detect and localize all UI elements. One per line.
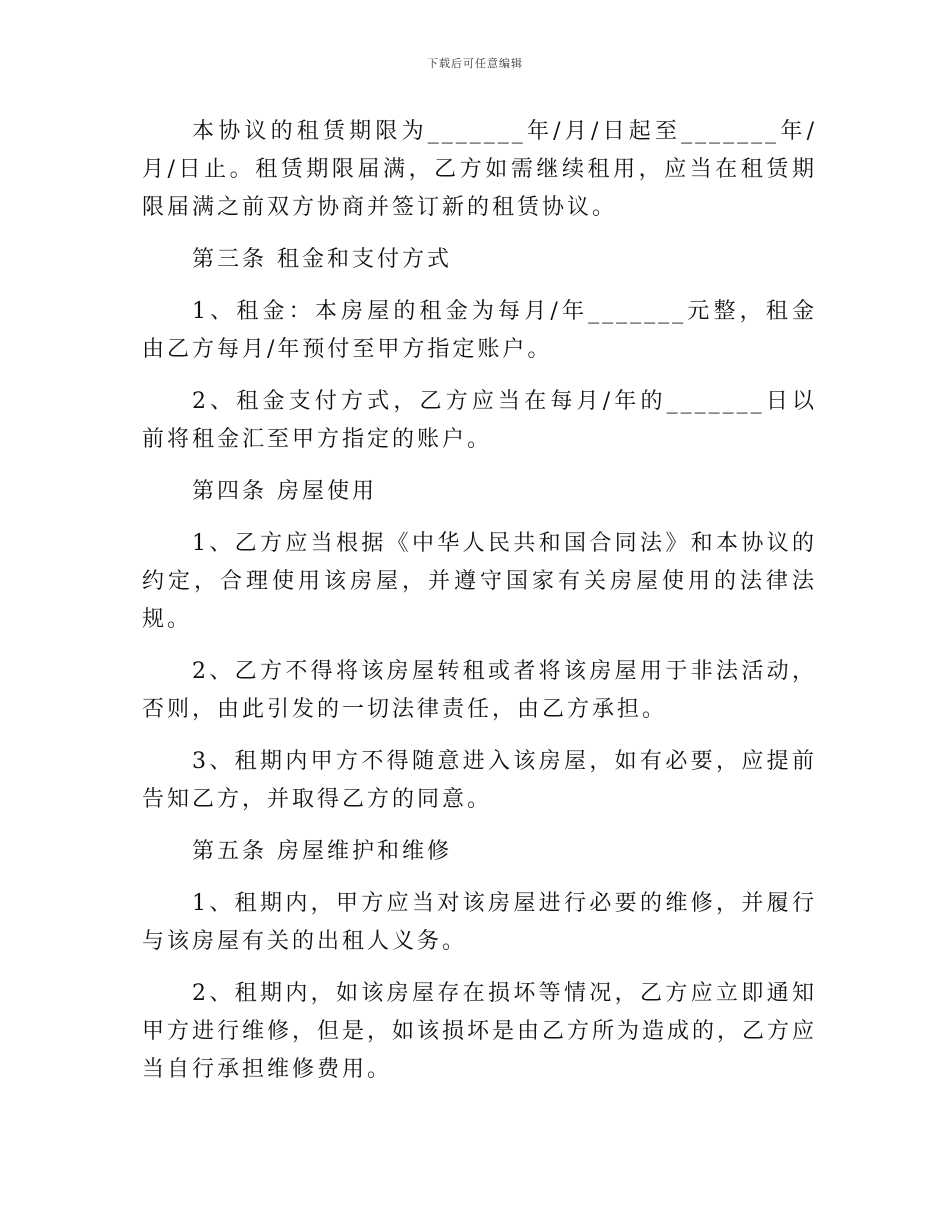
article-heading-3 — [142, 241, 817, 279]
paragraph-rent-payment: 2、租金支付方式，乙方应当在每月/年的_______日以前将租金汇至甲方指定的账户。 — [142, 389, 817, 452]
paragraph-rent-amount: 1、租金：本房屋的租金为每月/年_______元整，租金由乙方每月/年预付至甲方指定账户。 — [142, 299, 817, 362]
document-body — [142, 113, 817, 1103]
paragraph-use-3: 3、租期内甲方不得随意进入该房屋，如有必要，应提前告知乙方，并取得乙方的同意。 — [142, 749, 817, 812]
paragraph-use-1: 1、乙方应当根据《中华人民共和国合同法》和本协议的约定，合理使用该房屋，并遵守国家有关房屋使用的法律法规。 — [142, 531, 817, 632]
page-header: 下载后可任意编辑 — [427, 57, 523, 70]
paragraph-maintenance-1: 1、租期内，甲方应当对该房屋进行必要的维修，并履行与该房屋有关的出租人义务。 — [142, 891, 817, 954]
paragraph-maintenance-2: 2、租期内，如该房屋存在损坏等情况，乙方应立即通知甲方进行维修，但是，如该损坏是由乙方所为造成的，乙方应当自行承担维修费用。 — [142, 981, 818, 1082]
article-title: 房屋使用 — [277, 479, 378, 504]
article-number: 第三条 — [192, 247, 268, 272]
paragraph-lease-term: 本协议的租赁期限为_______年/月/日起至_______年/月/日止。租赁期限届满，乙方如需继续租用，应当在租赁期限届满之前双方协商并签订新的租赁协议。 — [142, 119, 817, 220]
article-heading-4 — [142, 473, 817, 511]
article-number: 第四条 — [192, 479, 268, 504]
paragraph-use-2: 2、乙方不得将该房屋转租或者将该房屋用于非法活动，否则，由此引发的一切法律责任，由乙方承担。 — [142, 659, 817, 722]
article-number: 第五条 — [192, 839, 268, 864]
article-title: 租金和支付方式 — [277, 247, 453, 272]
article-title: 房屋维护和维修 — [277, 839, 453, 864]
article-heading-5 — [142, 833, 817, 871]
